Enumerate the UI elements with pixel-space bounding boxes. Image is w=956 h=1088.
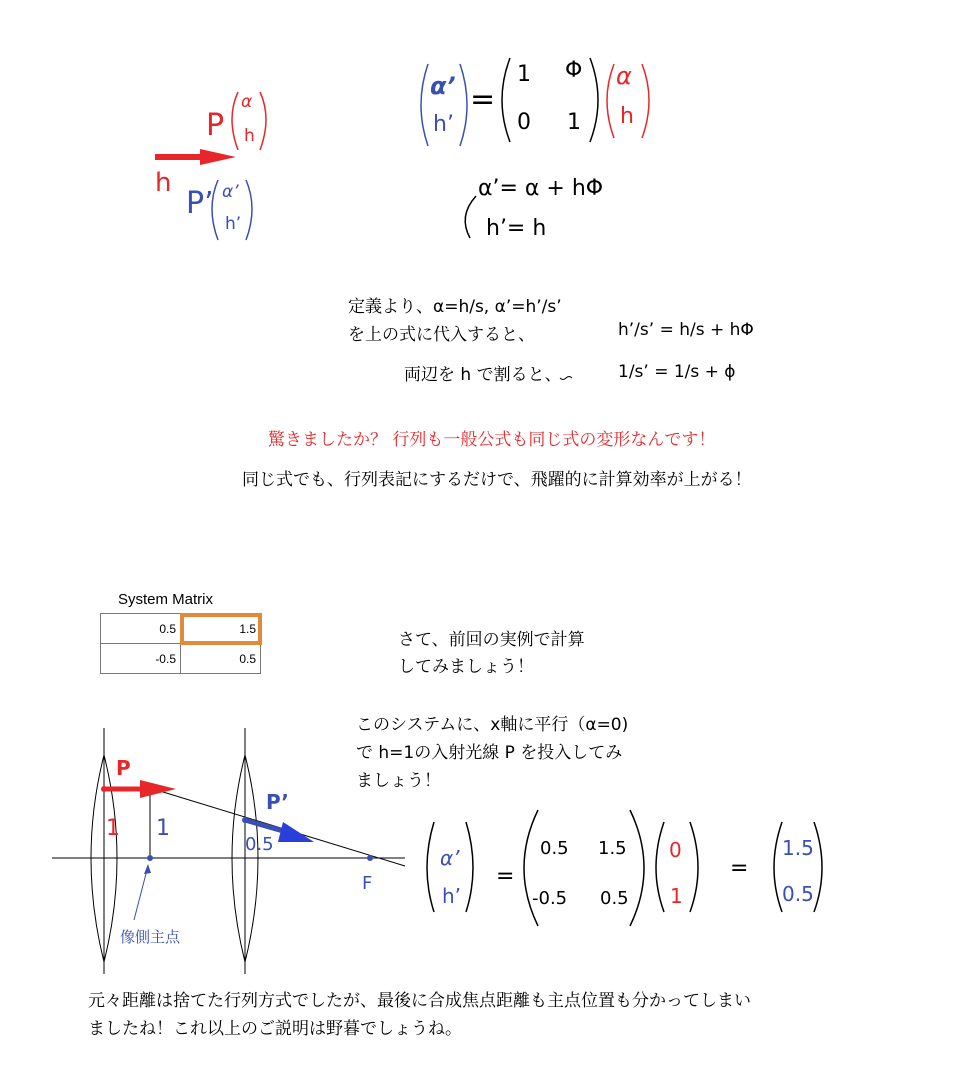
p-prime-h: h’	[225, 214, 242, 234]
system-matrix-title: System Matrix	[118, 591, 214, 608]
height-one-mid: 1	[156, 816, 170, 841]
lens-diagram	[52, 728, 405, 974]
matrix-cell: 0.5	[181, 644, 261, 674]
p-alpha: α	[241, 92, 253, 112]
system-line2: h’= h	[486, 216, 547, 241]
example-intro-2: してみましょう！	[398, 657, 534, 677]
equals-sign: =	[470, 82, 496, 117]
system-matrix	[100, 591, 261, 674]
result-v1: 0	[669, 838, 682, 862]
system-line1: α’= α + hΦ	[478, 176, 604, 201]
conclusion-2: ましたね！これ以上のご説明は野暮でしょうね。	[88, 1019, 462, 1039]
example-desc-1: このシステムに、x軸に平行（α=0)	[356, 715, 629, 735]
p-h: h	[244, 126, 255, 146]
p-prime-alpha: α’	[222, 182, 239, 202]
p-prime-label: P’	[186, 186, 214, 221]
ray-p-label: P	[116, 756, 131, 780]
m11: 1	[517, 62, 531, 87]
derivation-line3-left: 両辺を h で割ると、	[404, 365, 562, 385]
example-intro-1: さて、前回の実例で計算	[398, 630, 585, 650]
derivation-line1: 定義より、α=h/s, α’=h’/s’	[348, 297, 562, 317]
height-one-left: 1	[106, 816, 120, 841]
lhs-alpha: α’	[430, 72, 456, 100]
result-m21: -0.5	[532, 888, 568, 909]
example-desc-2: で h=1の入射光線 P を投入してみ	[356, 743, 623, 763]
m21: 0	[517, 110, 531, 135]
focal-point-label: F	[362, 873, 373, 894]
result-equals-2: =	[730, 856, 749, 881]
derivation-line3-right: 1/s’ = 1/s + ϕ	[618, 362, 736, 382]
matrix-cell: 0.5	[101, 614, 181, 644]
h-label: h	[155, 168, 172, 198]
result-equals-1: =	[496, 864, 515, 889]
system-matrix-table	[100, 613, 261, 674]
result-m11: 0.5	[540, 838, 569, 859]
result-r1: 1.5	[782, 836, 814, 860]
result-r2: 0.5	[782, 882, 814, 906]
height-half: 0.5	[245, 834, 274, 855]
rhs-alpha: α	[616, 62, 632, 90]
matrix-cell-highlighted: 1.5	[181, 614, 261, 644]
result-lhs-h: h’	[442, 884, 462, 908]
result-lhs-alpha: α’	[440, 846, 460, 870]
lhs-h: h’	[433, 112, 454, 137]
efficiency-text: 同じ式でも、行列表記にするだけで、飛躍的に計算効率が上がる！	[242, 470, 752, 490]
surprise-text: 驚きましたか？ 行列も一般公式も同じ式の変形なんです！	[268, 430, 716, 450]
matrix-cell: -0.5	[101, 644, 181, 674]
result-v2: 1	[670, 884, 683, 908]
result-m22: 0.5	[600, 888, 629, 909]
rhs-h: h	[620, 104, 634, 129]
principal-point-label: 像側主点	[120, 928, 181, 946]
derivation-line2-left: を上の式に代入すると、	[348, 325, 535, 345]
result-m12: 1.5	[598, 838, 627, 859]
m22: 1	[567, 110, 581, 135]
m12: Φ	[565, 58, 583, 83]
derivation-line2-right: h’/s’ = h/s + hΦ	[618, 320, 754, 340]
p-label: P	[206, 108, 225, 143]
conclusion-1: 元々距離は捨てた行列方式でしたが、最後に合成焦点距離も主点位置も分かってしまい	[88, 991, 751, 1011]
ray-p-prime-label: P’	[266, 790, 289, 814]
example-desc-3: ましょう！	[356, 771, 441, 791]
